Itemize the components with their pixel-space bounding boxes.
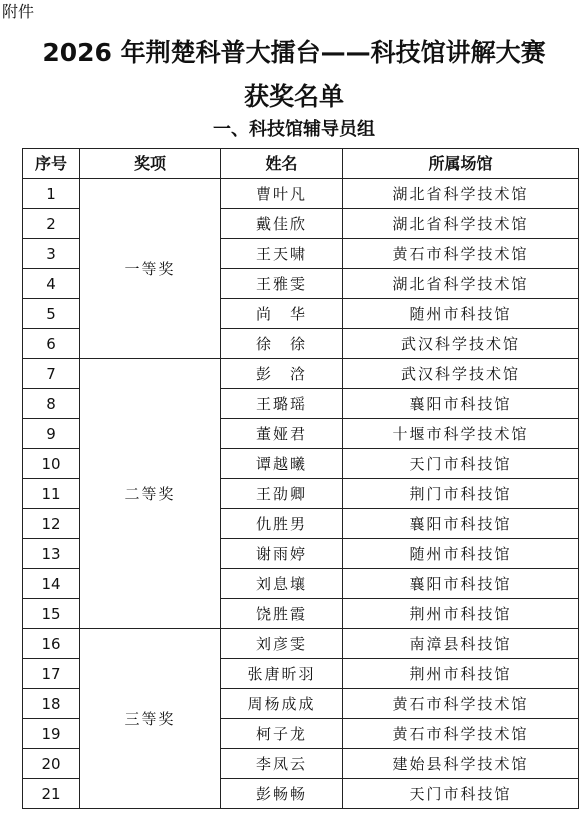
cell-name: 彭畅畅: [221, 779, 343, 809]
section-title: 一、科技馆辅导员组: [213, 119, 375, 140]
cell-venue: 南漳县科技馆: [343, 629, 579, 659]
cell-no: 10: [23, 449, 80, 479]
document-title-line1: 2026 年荆楚科普大擂台——科技馆讲解大赛: [42, 38, 546, 67]
cell-no: 4: [23, 269, 80, 299]
cell-name: 彭 浛: [221, 359, 343, 389]
cell-no: 8: [23, 389, 80, 419]
cell-no: 3: [23, 239, 80, 269]
cell-no: 15: [23, 599, 80, 629]
header-name: 姓名: [221, 149, 343, 179]
cell-award: 二等奖: [80, 359, 221, 629]
cell-venue: 天门市科技馆: [343, 449, 579, 479]
cell-venue: 襄阳市科技馆: [343, 389, 579, 419]
cell-no: 18: [23, 689, 80, 719]
cell-award: 一等奖: [80, 179, 221, 359]
cell-name: 周杨成成: [221, 689, 343, 719]
cell-venue: 湖北省科学技术馆: [343, 179, 579, 209]
cell-no: 21: [23, 779, 80, 809]
cell-name: 戴佳欣: [221, 209, 343, 239]
header-no: 序号: [23, 149, 80, 179]
cell-name: 柯子龙: [221, 719, 343, 749]
cell-venue: 黄石市科学技术馆: [343, 689, 579, 719]
cell-name: 仇胜男: [221, 509, 343, 539]
cell-venue: 湖北省科学技术馆: [343, 209, 579, 239]
cell-venue: 襄阳市科技馆: [343, 509, 579, 539]
cell-venue: 湖北省科学技术馆: [343, 269, 579, 299]
cell-name: 张唐昕羽: [221, 659, 343, 689]
cell-name: 谢雨婷: [221, 539, 343, 569]
cell-name: 饶胜霞: [221, 599, 343, 629]
cell-name: 刘息壤: [221, 569, 343, 599]
award-table: [22, 148, 579, 809]
cell-no: 1: [23, 179, 80, 209]
cell-name: 王璐瑶: [221, 389, 343, 419]
cell-no: 12: [23, 509, 80, 539]
cell-venue: 随州市科技馆: [343, 539, 579, 569]
table-header-row: [23, 149, 579, 179]
cell-venue: 黄石市科学技术馆: [343, 719, 579, 749]
cell-name: 李凤云: [221, 749, 343, 779]
cell-venue: 荆州市科技馆: [343, 599, 579, 629]
cell-no: 14: [23, 569, 80, 599]
cell-name: 董娅君: [221, 419, 343, 449]
cell-name: 王劭卿: [221, 479, 343, 509]
cell-name: 谭越曦: [221, 449, 343, 479]
table-row: [23, 359, 579, 389]
cell-venue: 黄石市科学技术馆: [343, 239, 579, 269]
cell-venue: 随州市科技馆: [343, 299, 579, 329]
cell-no: 19: [23, 719, 80, 749]
cell-venue: 武汉科学技术馆: [343, 359, 579, 389]
table-row: [23, 629, 579, 659]
cell-no: 20: [23, 749, 80, 779]
cell-no: 16: [23, 629, 80, 659]
document-title-line2: 获奖名单: [243, 82, 344, 111]
cell-name: 王雅雯: [221, 269, 343, 299]
header-venue: 所属场馆: [343, 149, 579, 179]
attachment-label: 附件: [2, 2, 35, 21]
cell-venue: 荆门市科技馆: [343, 479, 579, 509]
cell-no: 5: [23, 299, 80, 329]
cell-no: 7: [23, 359, 80, 389]
cell-name: 王天啸: [221, 239, 343, 269]
cell-name: 曹叶凡: [221, 179, 343, 209]
cell-no: 6: [23, 329, 80, 359]
cell-no: 9: [23, 419, 80, 449]
cell-venue: 建始县科学技术馆: [343, 749, 579, 779]
cell-venue: 天门市科技馆: [343, 779, 579, 809]
cell-no: 2: [23, 209, 80, 239]
cell-venue: 武汉科学技术馆: [343, 329, 579, 359]
cell-venue: 襄阳市科技馆: [343, 569, 579, 599]
cell-name: 徐 徐: [221, 329, 343, 359]
table-row: [23, 179, 579, 209]
cell-no: 11: [23, 479, 80, 509]
cell-no: 17: [23, 659, 80, 689]
cell-name: 尚 华: [221, 299, 343, 329]
table-body: [23, 179, 579, 809]
cell-award: 三等奖: [80, 629, 221, 809]
cell-name: 刘彦雯: [221, 629, 343, 659]
cell-venue: 十堰市科学技术馆: [343, 419, 579, 449]
cell-no: 13: [23, 539, 80, 569]
header-award: 奖项: [80, 149, 221, 179]
cell-venue: 荆州市科技馆: [343, 659, 579, 689]
